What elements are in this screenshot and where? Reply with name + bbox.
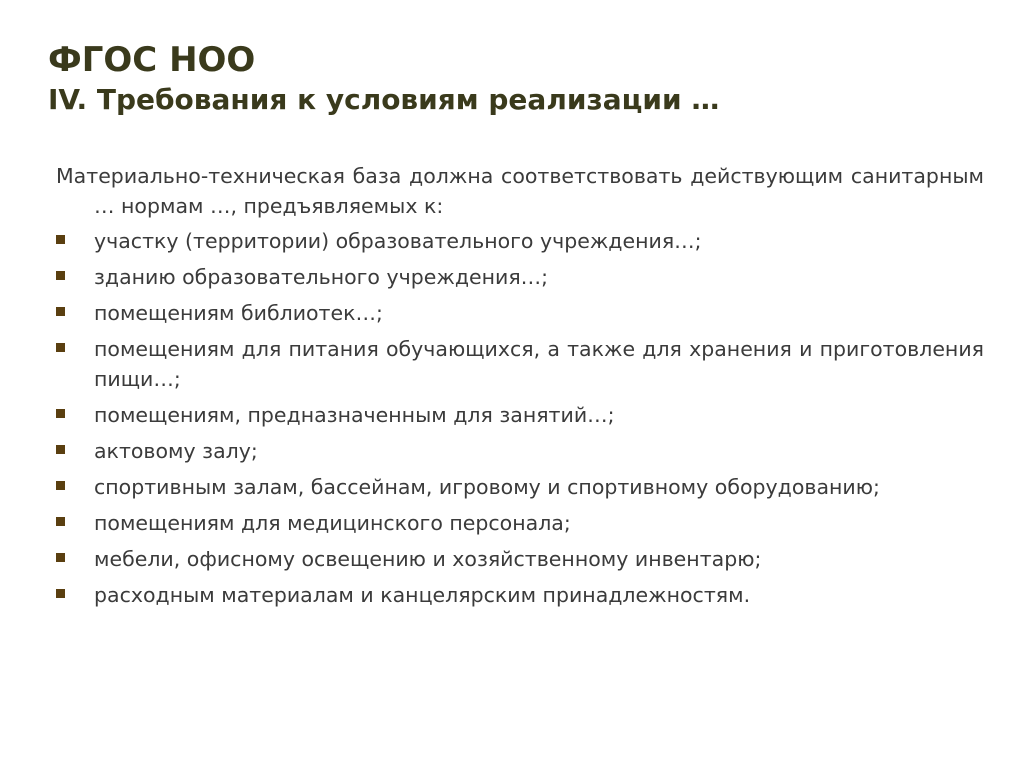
list-item-text: актовому залу; (94, 439, 258, 463)
intro-paragraph: Материально-техническая база должна соответствовать действующим санитарным … нормам …, предъявляемых к: (56, 164, 984, 218)
list-item-text: помещениям, предназначенным для занятий…; (94, 403, 615, 427)
list-item-text: участку (территории) образовательного учреждения…; (94, 229, 702, 253)
list-item (56, 334, 984, 394)
square-bullet-icon (56, 589, 65, 598)
list-item-text: помещениям библиотек…; (94, 301, 383, 325)
square-bullet-icon (56, 481, 65, 490)
list-item (56, 544, 984, 574)
slide-subtitle: IV. Требования к условиям реализации … (48, 83, 720, 116)
list-item-text: спортивным залам, бассейнам, игровому и спортивному оборудованию; (94, 475, 880, 499)
list-item (56, 580, 984, 610)
list-item-text: зданию образовательного учреждения…; (94, 265, 549, 289)
bullet-list (56, 226, 984, 610)
list-item-text: мебели, офисному освещению и хозяйственному инвентарю; (94, 547, 762, 571)
square-bullet-icon (56, 445, 65, 454)
list-item-text: расходным материалам и канцелярским принадлежностям. (94, 583, 751, 607)
slide-title: ФГОС НОО (48, 40, 256, 80)
list-item-text: помещениям для питания обучающихся, а также для хранения и приготовления пищи…; (94, 337, 984, 391)
square-bullet-icon (56, 307, 65, 316)
square-bullet-icon (56, 517, 65, 526)
list-item (56, 298, 984, 328)
square-bullet-icon (56, 409, 65, 418)
list-item (56, 262, 984, 292)
slide-content (56, 161, 984, 616)
list-item-text: помещениям для медицинского персонала; (94, 511, 571, 535)
square-bullet-icon (56, 343, 65, 352)
square-bullet-icon (56, 271, 65, 280)
list-item (56, 472, 984, 502)
title-block (48, 38, 988, 118)
list-item (56, 400, 984, 430)
square-bullet-icon (56, 553, 65, 562)
square-bullet-icon (56, 235, 65, 244)
list-item (56, 436, 984, 466)
list-item (56, 508, 984, 538)
list-item (56, 226, 984, 256)
